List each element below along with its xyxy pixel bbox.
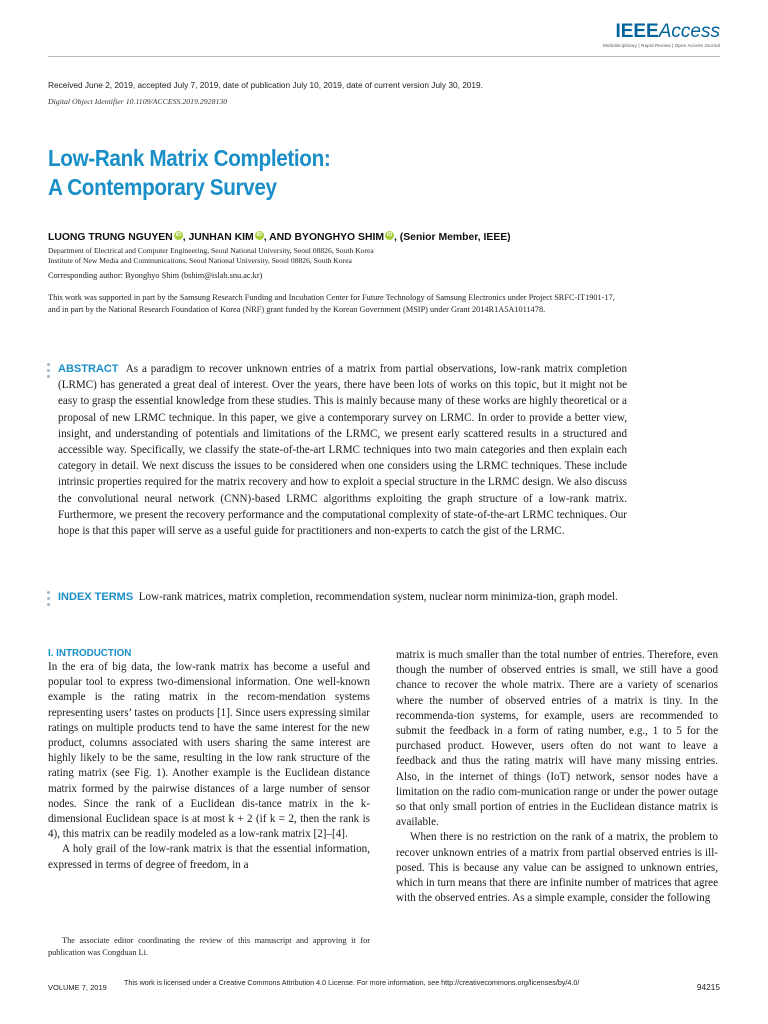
footer-license[interactable]: This work is licensed under a Creative Commons Attribution 4.0 License. For more information, see http://creativecommons.org/licenses/by/4.0/ [124,978,580,987]
logo-access: Access [658,21,720,42]
received-dates: Received June 2, 2019, accepted July 7, 2019, date of publication July 10, 2019, date of current version July 30, 2019. [48,80,483,90]
abstract-heading: ABSTRACT [58,363,119,375]
ieee-access-logo [603,22,720,48]
index-terms-heading: INDEX TERMS [58,591,134,603]
section-heading-introduction: I. INTRODUCTION [48,648,132,659]
author-2[interactable]: , JUNHAN KIM [182,232,254,243]
paragraph: When there is no restriction on the rank of a matrix, the problem to recover unknown entries of a matrix from partial observed entries is ill-posed. This is because any value can be assigned to unknown entries, which in turn means that there are infinite number of matrices that agree with the observed entries. As a simple example, consider the following [396,831,718,905]
column-left [48,660,370,873]
editor-footnote: The associate editor coordinating the review of this manuscript and approving it for publication was Congduan Li. [48,936,370,957]
title-line-1: Low-Rank Matrix Completion: [48,145,331,171]
footer-volume: VOLUME 7, 2019 [48,983,107,992]
logo-tagline: Multidisciplinary | Rapid Review | Open Access Journal [602,43,720,48]
title-line-2: A Contemporary Survey [48,174,277,200]
page-number: 94215 [696,982,720,992]
orcid-icon[interactable]: iD [386,232,393,238]
paragraph: matrix is much smaller than the total number of entries. Therefore, even though the number of observed entries is small, we still have a good chance to recover the whole matrix. There are a variety of scenarios where the number of observed entries of a matrix is tiny. In the recommenda-tion systems, for example, users are recommended to submit the feedback in a form of rating number, e.g., 1 to 5 for the purchased product. However, users often do not want to leave a feedback and thus the rating matrix will have many missing entries. Also, in the internet of things (IoT) network, sensor nodes have a limitation on the radio com-munication range or under the power outage so that only small portion of entries in the Euclidean distance matrix is available. [396,649,718,829]
logo-wordmark [603,22,720,42]
abstract [58,361,627,539]
index-terms [58,589,627,605]
corresponding-author: Corresponding author: Byonghyo Shim (bshim@islab.snu.ac.kr) [48,271,263,280]
index-terms-text: Low-rank matrices, matrix completion, recommendation system, nuclear norm minimiza-tion, graph model. [138,591,618,603]
funding-note: This work was supported in part by the Samsung Research Funding and Incubation Center for Future Technology of Samsung Electronics under Project SRFC-IT1901-17, and in part by the National Research Foundation of Korea (NRF) grant funded by the Korean Government (MSIP) under Grant 2014R1A5A1011478. [48,293,615,314]
doi[interactable]: Digital Object Identifier 10.1109/ACCESS.2019.2928130 [48,97,228,106]
author-membership: , (Senior Member, IEEE) [394,232,511,243]
abstract-marker [47,363,51,381]
header-rule [48,56,720,57]
orcid-icon[interactable]: iD [175,232,181,238]
author-1[interactable]: LUONG TRUNG NGUYEN [48,232,173,243]
logo-ieee: IEEE [615,21,659,42]
affiliation-1: Department of Electrical and Computer Engineering, Seoul National University, Seoul 08826, South Korea [48,246,374,255]
orcid-icon[interactable]: iD [256,232,262,238]
paragraph: In the era of big data, the low-rank matrix has become a useful and popular tool to express two-dimensional information. One well-known example is the rating matrix in the recom-mendation systems representing users’ tastes on products [1]. Since users expressing similar ratings on multiple products tend to have the same interest for the new product, columns associated with users sharing the same interest are highly likely to be the same, resulting in the low rank structure of the rating matrix (see Fig. 1). Another example is the Euclidean distance matrix formed by the pairwise distances of a large number of sensor nodes. Since the rank of a Euclidean dis-tance matrix in the k-dimensional Euclidean space is at most k + 2 (if k = 2, then the rank is 4), this matrix can be readily modeled as a low-rank matrix [2]–[4]. [48,661,370,841]
affiliation-2: Institute of New Media and Communications, Seoul National University, Seoul 08826, South Korea [48,256,352,265]
column-right [396,648,718,906]
author-list [48,231,511,243]
paragraph: A holy grail of the low-rank matrix is that the essential information, expressed in terms of degree of freedom, in a [48,843,370,871]
index-terms-marker [47,591,51,609]
paper-title [48,144,330,202]
abstract-text: As a paradigm to recover unknown entries of a matrix from partial observations, low-rank matrix completion (LRMC) has generated a great deal of interest. Over the years, there have been lots of works on this topic, but it might not be easy to grasp the essential knowledge from these studies. This is mainly because many of these works are highly theoretical or a proposal of new LRMC technique. In this paper, we give a contemporary survey on LRMC. In order to provide a better view, insight, and understanding of potentials and limitations of the LRMC, we present early scattered results in a structured and accessible way. Specifically, we classify the state-of-the-art LRMC techniques into two main categories and then explain each category in detail. We next discuss the issues to be considered when one considers using the LRMC techniques. These include intrinsic properties required for the matrix recovery and how to exploit a special structure in the LRMC design. We also discuss the convolutional neural network (CNN)-based LRMC algorithms exploiting the graph structure of a low-rank matrix. Furthermore, we present the recovery performance and the computational complexity of state-of-the-art LRMC techniques. Our hope is that this paper will serve as a useful guide for practitioners and non-experts to catch the gist of the LRMC. [58,363,627,538]
author-3[interactable]: , AND BYONGHYO SHIM [263,232,384,243]
